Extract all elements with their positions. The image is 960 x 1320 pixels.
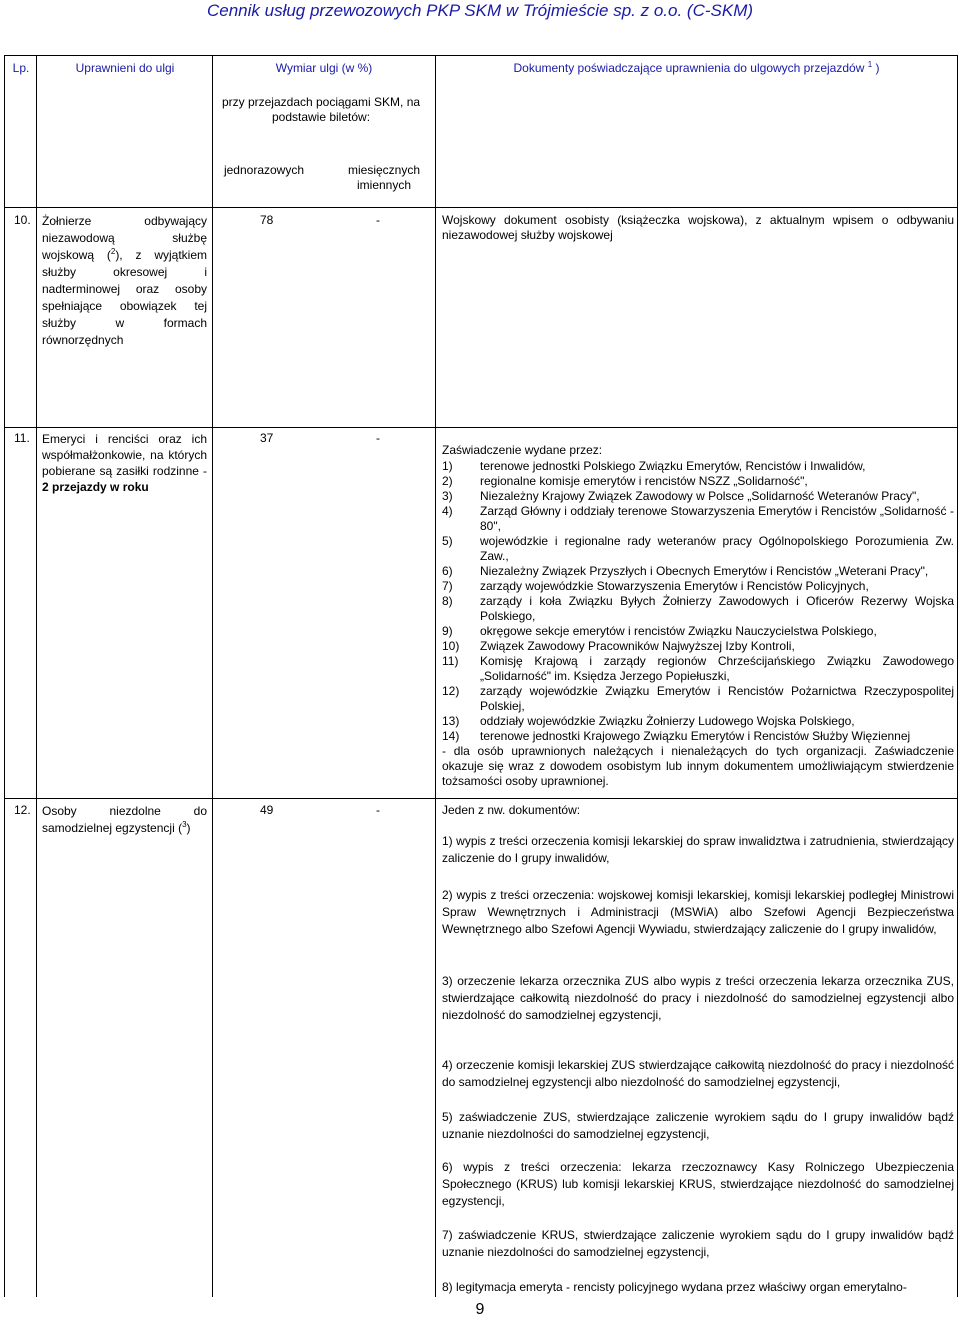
documents-outro: - dla osób uprawnionych należących i nienależących do tych organizacji. Zaświadczenie okazuje się wraz z dowodem osobistym lub innym dokumentem umożliwiającym stwierdzenie tożsamości osoby uprawnionej. [442, 744, 954, 788]
entitled-text: ), [115, 248, 123, 262]
document-option: 4) orzeczenie komisji lekarskiej ZUS stwierdzające całkowitą niezdolność do pracy i niezdolność do samodzielnej egzystencji albo niezdolność do samodzielnej egzystencji, [442, 1058, 954, 1089]
discount-monthly: - [376, 431, 380, 445]
header-discount: Wymiar ulgi (w %) [275, 61, 373, 75]
document-option: 8) legitymacja emeryta - rencisty policyjnego wydana przez właściwy organ emerytalno- [442, 1280, 907, 1294]
header-documents [438, 61, 955, 76]
document-option: 2) wypis z treści orzeczenia: wojskowej komisji lekarskiej, komisji lekarskiej podległej Ministrowi Spraw Wewnętrznych i Administracji (MSWiA) albo Szefowi Agencji Bezpieczeństwa Wewnętrznego albo Szefowi Agencji Wywiadu, stwierdzający zaliczenie do I grupy inwalidów, [442, 888, 954, 936]
entitled-text: z wyjątkiem służby okresowej i nadterminowej oraz osoby spełniające obowiązek tej służby w formach równorzędnych [42, 248, 208, 347]
issuer-list [442, 459, 954, 789]
footnote-ref: 3 [182, 820, 187, 829]
list-item: 8) zarządy i koła Związku Byłych Żołnierzy Zawodowych i Oficerów Rezerwy Wojska Polskiego, [442, 594, 954, 623]
header-documents-close: ) [875, 61, 880, 75]
document-option: 6) wypis z treści orzeczenia: lekarza rzeczoznawcy Kasy Rolniczego Ubezpieczenia Społecznego (KRUS) lub komisji lekarskiej KRUS, stwierdzające niezdolność do samodzielnej egzystencji, [442, 1160, 954, 1208]
discount-monthly: - [376, 213, 380, 227]
documents-intro: Zaświadczenie wydane przez: [442, 443, 603, 457]
entitled-text: Emeryci i renciści oraz ich współmałżonkowie, na których pobierane są zasiłki rodzinne - [42, 432, 207, 478]
documents-intro: Jeden z nw. dokumentów: [442, 803, 581, 817]
document-option: 5) zaświadczenie ZUS, stwierdzające zaliczenie wyrokiem sądu do I grupy inwalidów bądź uznanie niezdolności do samodzielnej egzystencji, [442, 1110, 954, 1141]
entitled-limit: 2 przejazdy w roku [42, 480, 149, 494]
row-number: 10. [14, 213, 31, 227]
list-item: 7) zarządy wojewódzkie Stowarzyszenia Emerytów i Rencistów Policyjnych, [442, 579, 869, 593]
discount-monthly: - [376, 803, 380, 817]
discount-single: 78 [260, 213, 274, 227]
row-number: 11. [14, 431, 30, 445]
entitled-cell [42, 803, 207, 837]
header-documents-text: Dokumenty poświadczające uprawnienia do ulgowych przejazdów [513, 61, 865, 75]
document-option: 7) zaświadczenie KRUS, stwierdzające zaliczenie wyrokiem sądu do I grupy inwalidów bądź uznanie niezdolności do samodzielnej egzystencji, [442, 1228, 954, 1259]
footnote-ref: 2 [110, 247, 116, 256]
document-option: 1) wypis z treści orzeczenia komisji lekarskiej do spraw inwalidztwa i zatrudnienia, stwierdzający zaliczenie do I grupy inwalidów, [442, 834, 954, 865]
page-number: 9 [475, 1301, 485, 1318]
entitled-text: Żołnierze odbywający niezawodową służbę wojskową ( [42, 214, 207, 262]
list-item: 9) okręgowe sekcje emerytów i rencistów Związku Nauczycielstwa Polskiego, [442, 624, 877, 638]
header-single-tickets: jednorazowych [223, 163, 305, 177]
discount-single: 37 [260, 431, 274, 445]
list-item: 1) terenowe jednostki Polskiego Związku Emerytów, Rencistów i Inwalidów, [442, 459, 866, 473]
list-item: 3) Niezależny Krajowy Związek Zawodowy w Polsce „Solidarność Weteranów Pracy", [442, 489, 920, 503]
documents-text: Wojskowy dokument osobisty (książeczka wojskowa), z aktualnym wpisem o odbywaniu niezawodowej służby wojskowej [442, 213, 954, 242]
header-monthly-tickets: miesięcznych imiennych [347, 163, 421, 192]
list-item: 13) oddziały wojewódzkie Związku Żołnierzy Ludowego Wojska Polskiego, [442, 714, 855, 728]
row-number: 12. [14, 803, 31, 817]
list-item: 10) Związek Zawodowy Pracowników Najwyższej Izby Kontroli, [442, 639, 795, 653]
header-entitled: Uprawnieni do ulgi [75, 61, 175, 75]
entitled-text: Osoby niezdolne do samodzielnej egzystencji ( [42, 804, 207, 835]
list-item: 11) Komisję Krajową i zarządy regionów Chrześcijańskiego Związku Zawodowego „Solidarność" im. Księdza Jerzego Popiełuszki, [442, 654, 954, 683]
list-item: 5) wojewódzkie i regionalne rady weteranów pracy Ogólnopolskiego Porozumienia Zw. Zaw., [442, 534, 954, 563]
page-title: Cennik usług przewozowych PKP SKM w Trójmieście sp. z o.o. (C-SKM) [206, 1, 754, 20]
entitled-text: ) [186, 821, 191, 835]
header-lp: Lp. [12, 61, 30, 75]
list-item: 12) zarządy wojewódzkie Związku Emerytów i Rencistów Pożarnictwa Rzeczypospolitej Polskiej, [442, 684, 954, 713]
list-item: 6) Niezależny Związek Przyszłych i Obecnych Emerytów i Rencistów „Weterani Pracy", [442, 564, 929, 578]
entitled-cell [42, 431, 207, 495]
list-item: 2) regionalne komisje emerytów i rencistów NSZZ „Solidarność", [442, 474, 808, 488]
entitled-cell [42, 213, 207, 349]
list-item: 14) terenowe jednostki Krajowego Związku Emerytów i Rencistów Służby Więziennej [442, 729, 911, 743]
header-sub-caption: przy przejazdach pociągami SKM, na podstawie biletów: [221, 95, 421, 124]
discount-single: 49 [260, 803, 274, 817]
list-item: 4) Zarząd Główny i oddziały terenowe Stowarzyszenia Emerytów i Rencistów „Solidarność - 80", [442, 504, 954, 533]
footnote-ref: 1 [867, 60, 873, 69]
document-option: 3) orzeczenie lekarza orzecznika ZUS albo wypis z treści orzeczenia lekarza orzecznika ZUS, stwierdzające całkowitą niezdolność do pracy i niezdolność do samodzielnej egzystencji albo niezdolność do samodzielnej egzystencji, [442, 974, 954, 1022]
discount-table [4, 55, 958, 1297]
